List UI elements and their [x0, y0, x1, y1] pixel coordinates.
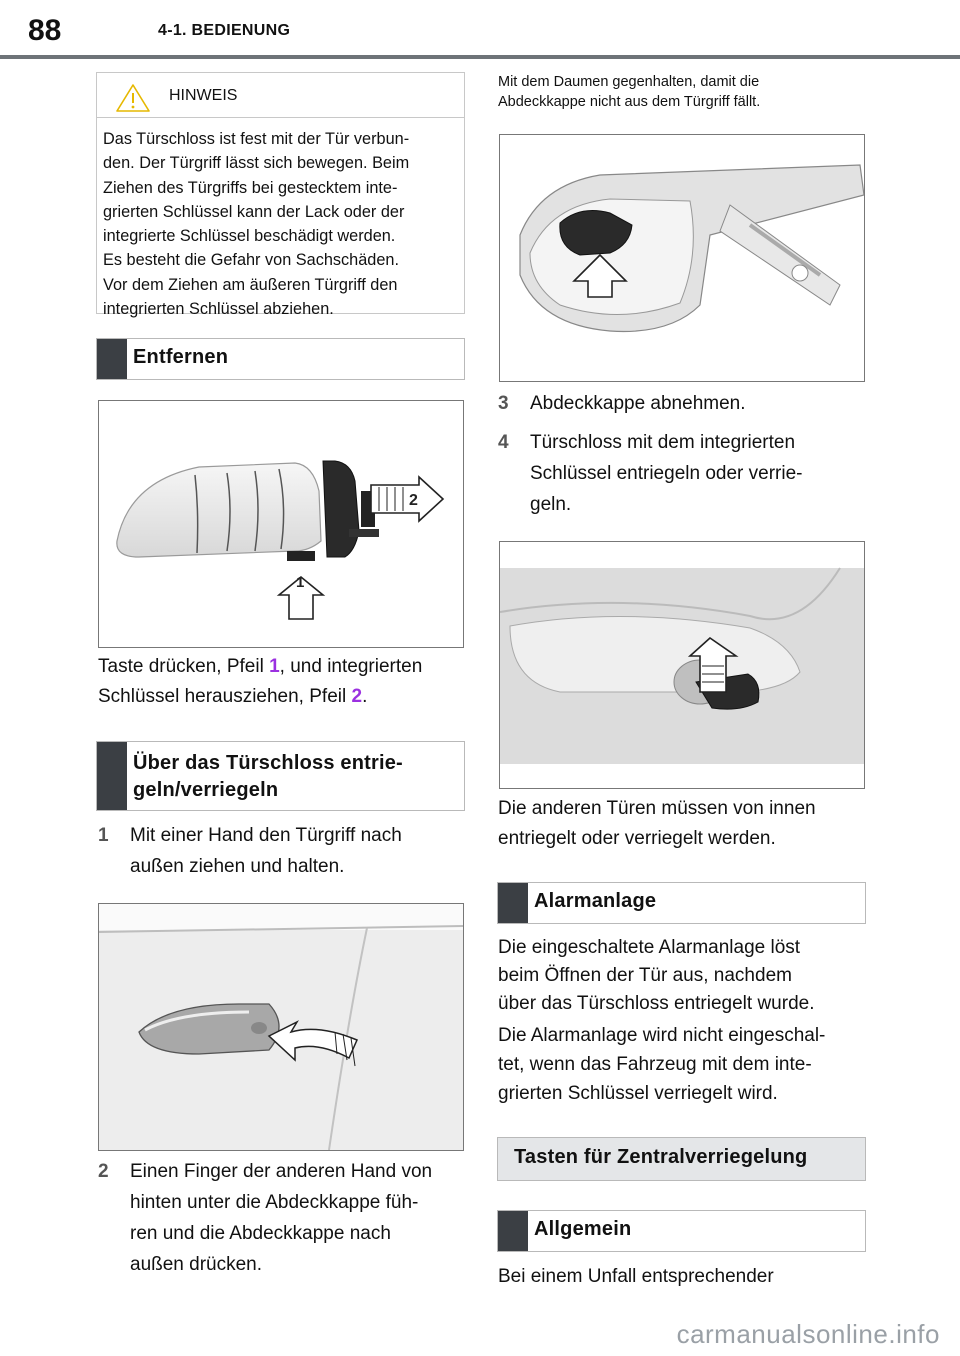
heading-alarm-text: Alarmanlage	[534, 890, 657, 912]
arrow-1	[279, 574, 323, 619]
text-line: beim Öffnen der Tür aus, nachdem	[498, 965, 792, 986]
step-1	[98, 820, 468, 884]
door-handle-illustration	[99, 904, 463, 1150]
caption-text: .	[362, 686, 368, 707]
heading-remove-text: Entfernen	[133, 346, 229, 368]
step-text: Abdeckkappe abnehmen.	[530, 393, 746, 414]
figure-cover-cap	[499, 134, 865, 382]
notice-header	[97, 73, 464, 118]
notice-box	[96, 72, 465, 319]
text-line: Die Alarmanlage wird nicht eingeschal-	[498, 1025, 826, 1046]
heading-lock	[96, 741, 465, 811]
caption-text: Taste drücken, Pfeil	[98, 656, 270, 677]
step-line: hinten unter die Abdeckkappe füh-	[130, 1192, 419, 1213]
caption-text: , und integrierten	[279, 656, 423, 677]
step-line: außen ziehen und halten.	[130, 856, 345, 877]
figure-key-fob	[98, 400, 464, 648]
step-line: ren und die Abdeckkappe nach	[130, 1223, 391, 1244]
notice-line: Das Türschloss ist fest mit der Tür verbun-	[103, 130, 410, 148]
heading-remove	[96, 338, 465, 380]
notice-line: Vor dem Ziehen am äußeren Türgriff den	[103, 275, 398, 294]
step-4	[498, 427, 868, 521]
step-line: Mit einer Hand den Türgriff nach	[130, 825, 402, 846]
intro-line: Mit dem Daumen gegenhalten, damit die	[498, 74, 760, 90]
notice-line: den. Der Türgriff lässt sich bewegen. Beim	[103, 154, 410, 173]
notice-line: integrierten Schlüssel abziehen.	[103, 300, 334, 319]
notice-title: HINWEIS	[169, 87, 238, 104]
header-divider	[0, 55, 960, 59]
heading-bar	[97, 742, 127, 810]
step-line: Einen Finger der anderen Hand von	[130, 1161, 433, 1182]
heading-lock-text	[133, 750, 403, 804]
step-line: geln.	[530, 494, 572, 515]
arrow-2	[371, 477, 443, 521]
figure-door-handle-pull	[98, 903, 464, 1151]
step-text	[530, 427, 802, 520]
watermark: carmanualsonline.info	[676, 1319, 940, 1349]
intro-note	[498, 72, 868, 112]
text-line: Die eingeschaltete Alarmanlage löst	[498, 937, 801, 958]
step-number: 4	[498, 432, 509, 453]
cover-cap-illustration	[500, 135, 864, 381]
caption-key	[98, 652, 468, 712]
step-line: außen drücken.	[130, 1254, 263, 1275]
arrow-1-label: 1	[296, 574, 305, 591]
caption-text: Schlüssel herausziehen, Pfeil	[98, 686, 352, 707]
alarm-paragraph-2	[498, 1021, 868, 1108]
text-line: Die anderen Türen müssen von innen	[498, 798, 816, 819]
page-number: 88	[28, 14, 62, 47]
notice-line: grierten Schlüssel kann der Lack oder der	[103, 202, 405, 221]
arrow-ref-1: 1	[269, 656, 280, 677]
section-title: 4-1. BEDIENUNG	[158, 22, 291, 39]
step-number: 2	[98, 1161, 109, 1182]
text-line: tet, wenn das Fahrzeug mit dem inte-	[498, 1054, 812, 1075]
step-line: Türschloss mit dem integrierten	[530, 432, 796, 453]
caption-line-1	[98, 652, 468, 682]
arrow-ref-2: 2	[351, 686, 363, 707]
notice-line: integrierte Schlüssel beschädigt werden.	[103, 227, 396, 246]
text-line: grierten Schlüssel verriegelt wird.	[498, 1083, 778, 1104]
heading-alarm	[497, 882, 866, 924]
heading-bar	[97, 339, 127, 379]
heading-central-locking	[497, 1137, 866, 1181]
figure-key-in-lock	[499, 541, 865, 789]
heading-general-text: Allgemein	[534, 1218, 632, 1240]
step-text	[130, 820, 402, 882]
alarm-paragraph-1	[498, 934, 868, 1018]
heading-general	[497, 1210, 866, 1252]
heading-central-text: Tasten für Zentralverriegelung	[514, 1146, 808, 1168]
heading-bar	[498, 1211, 528, 1251]
caption-line-2	[98, 682, 468, 712]
other-doors-note	[498, 794, 868, 854]
key-fob-illustration	[99, 401, 463, 647]
step-text	[130, 1156, 432, 1280]
text-line: über das Türschloss entriegelt wurde.	[498, 993, 815, 1014]
heading-lock-line: Über das Türschloss entrie-	[133, 752, 403, 774]
notice-line: Ziehen des Türgriffs bei gestecktem inte-	[103, 178, 398, 197]
text-line: entriegelt oder verriegelt werden.	[498, 828, 776, 849]
heading-lock-line: geln/verriegeln	[133, 779, 279, 801]
notice-text	[103, 127, 458, 321]
step-number: 1	[98, 825, 109, 846]
step-number: 3	[498, 393, 509, 414]
key-in-lock-illustration	[500, 542, 864, 788]
step-line: Schlüssel entriegeln oder verrie-	[530, 463, 803, 484]
intro-line: Abdeckkappe nicht aus dem Türgriff fällt.	[498, 94, 761, 110]
heading-bar	[498, 883, 528, 923]
warning-icon	[115, 83, 151, 113]
arrow-2-label: 2	[409, 492, 418, 509]
accident-text: Bei einem Unfall entsprechender	[498, 1266, 774, 1287]
step-3	[498, 388, 868, 420]
step-2	[98, 1156, 468, 1280]
notice-line: Es besteht die Gefahr von Sachschäden.	[103, 251, 399, 270]
